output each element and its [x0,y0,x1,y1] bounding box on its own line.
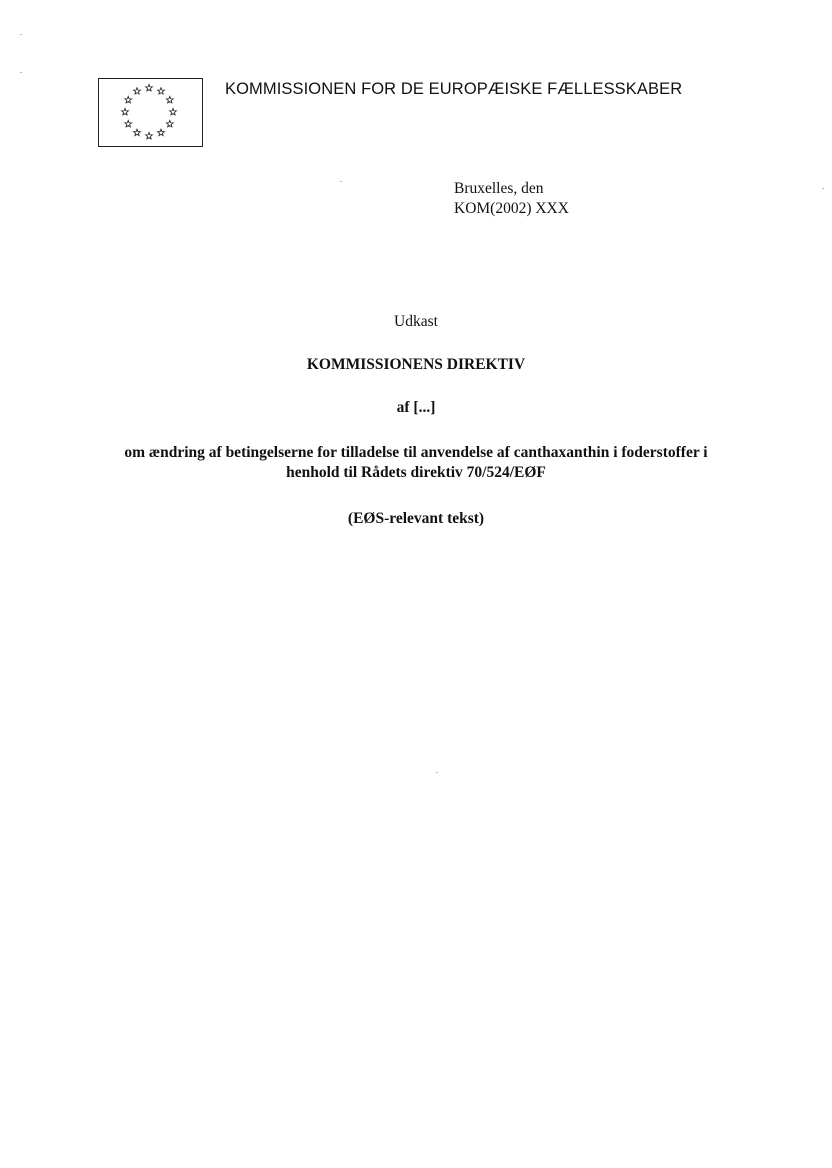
star-icon [122,108,129,115]
scan-speck [822,188,824,189]
eea-relevance-note: (EØS-relevant tekst) [347,510,485,527]
organization-name: KOMMISSIONEN FOR DE EUROPÆISKE FÆLLESSKABER [225,80,683,98]
star-icon [158,88,165,95]
document-reference: KOM(2002) XXX [454,200,569,217]
star-icon [134,129,141,136]
eu-flag-logo [98,78,203,147]
document-status: Udkast [394,313,438,330]
subject-line-2: henhold til Rådets direktiv 70/524/EØF [286,464,546,481]
star-icon [125,96,132,103]
scan-speck [340,181,342,182]
star-icon [125,120,132,127]
document-type: KOMMISSIONENS DIREKTIV [306,356,526,373]
star-icon [170,108,177,115]
star-icon [166,96,173,103]
star-icon [146,132,153,139]
eu-flag-stars-icon [99,79,204,148]
subject-line-1: om ændring af betingelserne for tilladelse til anvendelse af canthaxanthin i foderstoffer i [124,444,708,461]
scan-speck [20,72,22,73]
scan-speck [436,772,438,773]
star-icon [158,129,165,136]
star-icon [166,120,173,127]
star-icon [146,84,153,91]
document-subject [60,443,772,483]
scan-speck [20,34,22,35]
star-icon [134,88,141,95]
document-date: af [...] [396,399,436,416]
place-date: Bruxelles, den [454,180,544,197]
